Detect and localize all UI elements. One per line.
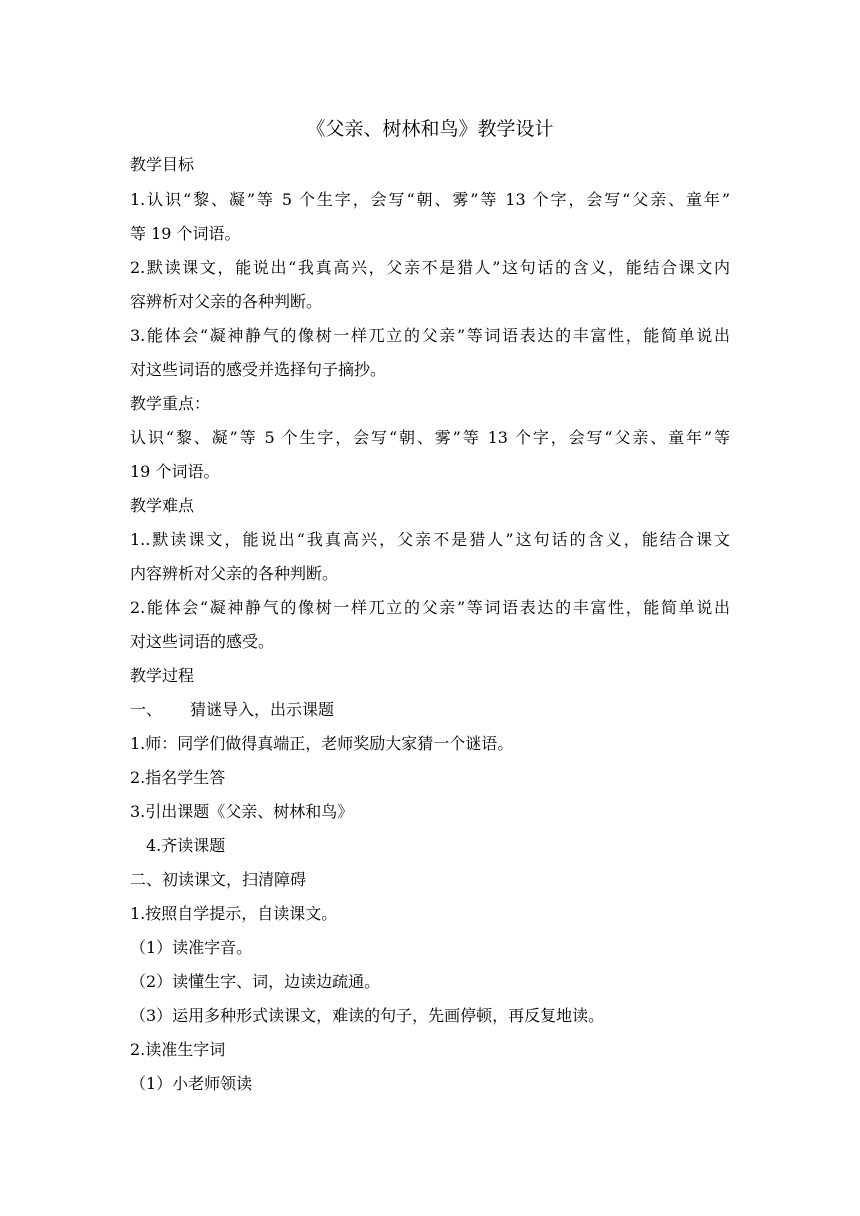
- section-2-subitem-2: （2）读懂生字、词，边读边疏通。: [130, 972, 381, 991]
- difficult-2-line-1: 2.能体会“凝神静气的像树一样兀立的父亲”等词语表达的丰富性，能简单说出: [130, 598, 730, 617]
- section-2-item-1: 1.按照自学提示，自读课文。: [130, 904, 338, 923]
- difficult-points-heading: 教学难点: [130, 496, 195, 515]
- difficult-1-line-2: 内容辨析对父亲的各种判断。: [130, 564, 339, 583]
- goal-2-line-2: 容辨析对父亲的各种判断。: [130, 292, 323, 311]
- document-title: 《父亲、树林和鸟》教学设计: [306, 118, 554, 140]
- section-1-item-4: 4.齐读课题: [146, 836, 226, 855]
- goal-2-line-1: 2.默读课文，能说出“我真高兴，父亲不是猎人”这句话的含义，能结合课文内: [130, 258, 730, 277]
- key-points-heading: 教学重点：: [130, 394, 211, 413]
- section-2-subitem-3: （3）运用多种形式读课文，难读的句子，先画停顿，再反复地读。: [130, 1006, 605, 1025]
- section-1-heading: [130, 699, 334, 721]
- difficult-2-line-2: 对这些词语的感受。: [130, 632, 275, 651]
- section-1-item-2: 2.指名学生答: [130, 768, 226, 787]
- key-points-line-2: 19 个词语。: [130, 462, 220, 481]
- section-2-heading: 二、初读课文，扫清障碍: [130, 870, 307, 889]
- section-1-item-1: 1.师：同学们做得真端正，老师奖励大家猜一个谜语。: [130, 734, 514, 753]
- goal-1-line-2: 等 19 个词语。: [130, 224, 241, 243]
- process-heading: 教学过程: [130, 666, 195, 685]
- difficult-1-line-1: 1..默读课文，能说出“我真高兴，父亲不是猎人”这句话的含义，能结合课文: [130, 530, 730, 549]
- section-1-title: 猜谜导入，出示课题: [190, 700, 335, 719]
- goal-3-line-2: 对这些词语的感受并选择句子摘抄。: [130, 360, 387, 379]
- key-points-line-1: 认识“黎、凝”等 5 个生字，会写“朝、雾”等 13 个字，会写“父亲、童年”等: [130, 428, 730, 447]
- section-1-item-3: 3.引出课题《父亲、树林和鸟》: [130, 802, 354, 821]
- section-2-subitem-1: （1）读准字音。: [130, 938, 253, 957]
- section-2-subitem-4: （1）小老师领读: [130, 1074, 253, 1093]
- goals-heading: 教学目标: [130, 155, 195, 174]
- section-1-number: 一、: [130, 700, 163, 719]
- goal-1-line-1: 1.认识“黎、凝”等 5 个生字，会写“朝、雾”等 13 个字，会写“父亲、童年”: [130, 190, 730, 209]
- goal-3-line-1: 3.能体会“凝神静气的像树一样兀立的父亲”等词语表达的丰富性，能简单说出: [130, 326, 730, 345]
- section-2-item-2: 2.读准生字词: [130, 1040, 226, 1059]
